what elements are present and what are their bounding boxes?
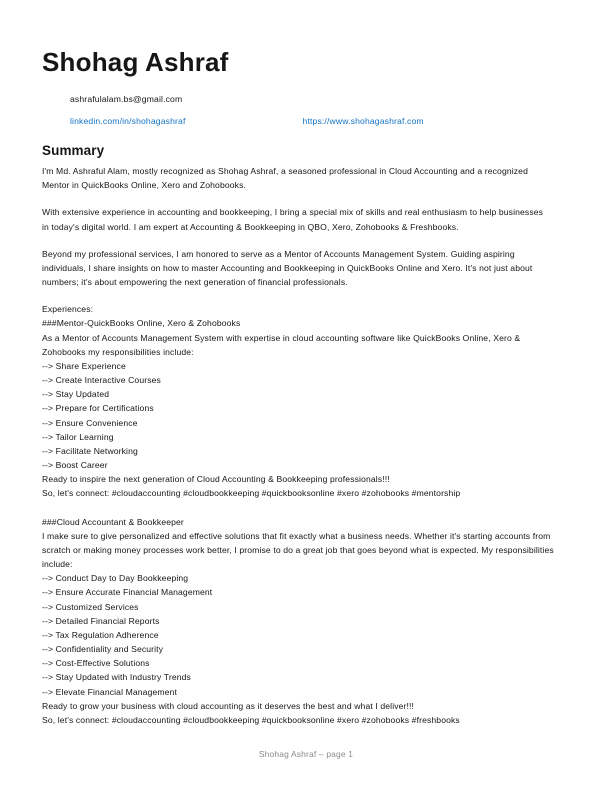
summary-paragraph: I'm Md. Ashraful Alam, mostly recognized as Shohag Ashraf, a seasoned professional in Cloud Accounting and a recognized Mentor in QuickBooks Online, Xero and Zohobooks. (42, 165, 528, 191)
experience-bullet: --> Prepare for Certifications (42, 403, 154, 414)
experience-bullet: --> Elevate Financial Management (42, 686, 177, 697)
experience-bullet: --> Boost Career (42, 460, 108, 471)
experience-intro: As a Mentor of Accounts Management System with expertise in cloud accounting software like QuickBooks Online, Xero & Zohobooks my responsibilities include: (42, 332, 523, 357)
experience-bullet: --> Stay Updated with Industry Trends (42, 672, 191, 683)
experience-heading: ###Mentor-QuickBooks Online, Xero & Zohobooks (42, 318, 241, 329)
resume-content (0, 143, 612, 727)
experiences-label: Experiences: (42, 304, 94, 315)
experience-closing: Ready to grow your business with cloud accounting as it deserves the best and what I deliver!!! (42, 700, 415, 711)
linkedin-link[interactable]: linkedin.com/in/shohagashraf (70, 115, 186, 126)
experience-bullet: --> Create Interactive Courses (42, 375, 161, 386)
block-spacer (42, 501, 554, 515)
website-link[interactable]: https://www.shohagashraf.com (302, 115, 424, 126)
page-title: Shohag Ashraf (42, 47, 229, 77)
experience-hashtags: So, let's connect: #cloudaccounting #cloudbookkeeping #quickbooksonline #xero #zohobooks #mentorship (42, 488, 461, 499)
links-row (70, 116, 570, 126)
experience-bullet: --> Conduct Day to Day Bookkeeping (42, 573, 189, 584)
experience-bullet: --> Cost-Effective Solutions (42, 658, 150, 669)
footer-text: Shohag Ashraf – page 1 (258, 749, 354, 759)
email-text: ashrafulalam.bs@gmail.com (70, 93, 183, 104)
experience-bullet: --> Customized Services (42, 601, 139, 612)
experience-bullet: --> Tax Regulation Adherence (42, 629, 159, 640)
page-footer (0, 744, 612, 762)
experience-bullet: --> Ensure Accurate Financial Management (42, 587, 213, 598)
experience-heading: ###Cloud Accountant & Bookkeeper (42, 516, 184, 527)
section-title-summary: Summary (42, 142, 105, 158)
experience-bullet: --> Ensure Convenience (42, 417, 138, 428)
experience-hashtags: So, let's connect: #cloudaccounting #cloudbookkeeping #quickbooksonline #xero #zohobooks #freshbooks (42, 714, 460, 725)
experience-bullet: --> Detailed Financial Reports (42, 615, 160, 626)
resume-header (0, 0, 612, 126)
experience-bullet: --> Stay Updated (42, 389, 110, 400)
experience-bullet: --> Tailor Learning (42, 431, 114, 442)
experience-closing: Ready to inspire the next generation of Cloud Accounting & Bookkeeping professionals!!! (42, 474, 390, 485)
experience-bullet: --> Confidentiality and Security (42, 644, 164, 655)
experience-bullet: --> Share Experience (42, 360, 126, 371)
experience-bullet: --> Facilitate Networking (42, 445, 138, 456)
summary-paragraph: Beyond my professional services, I am honored to serve as a Mentor of Accounts Management System. Guiding aspiring individuals, I share insights on how to master Accounting and Bookkeeping in QuickBooks Online and Xero. It's not just about numbers; it's about empowering the next generation of financial professionals. (42, 248, 533, 288)
summary-paragraph: With extensive experience in accounting and bookkeeping, I bring a special mix of skills and real enthusiasm to help businesses in today's digital world. I am expert at Accounting & Bookkeeping in QBO, Xero, Zohobooks & Freshbooks. (42, 207, 544, 232)
experiences-block (42, 302, 570, 727)
contact-block (42, 94, 570, 126)
experience-intro: I make sure to give personalized and effective solutions that fit exactly what a business needs. Whether it's starting accounts from scratch or making money processes work better, I promise to do a great job that goes beyond what is expected. My responsibilities include: (42, 530, 557, 570)
